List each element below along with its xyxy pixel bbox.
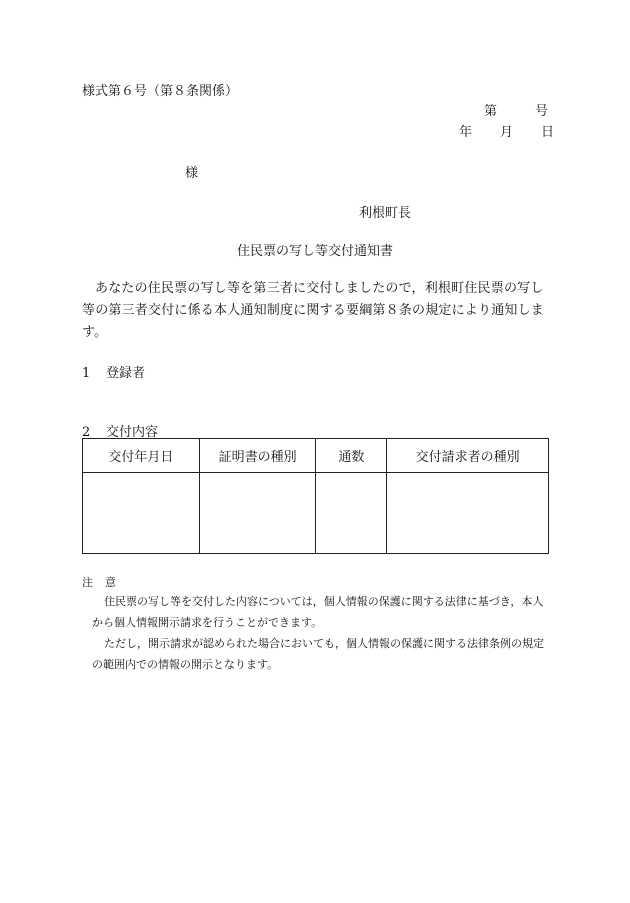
- number-label-go: 号: [535, 104, 549, 119]
- notes-label-1: 注: [82, 576, 93, 589]
- form-number: 様式第６号（第８条関係）: [82, 84, 239, 99]
- header-delivery-date: 交付年月日: [83, 439, 200, 473]
- table-row: [83, 473, 549, 554]
- document-date-line: [459, 121, 554, 140]
- document-title: 住民票の写し等交付通知書: [236, 244, 393, 259]
- cell-copies: [316, 473, 387, 554]
- sender-name: 利根町長: [359, 206, 412, 221]
- note-item: 住民票の写し等を交付した内容については，個人情報の保護に関する法律に基づき，本人から個人情報開示請求を行うことができます。: [92, 595, 544, 629]
- section-number: 1: [82, 366, 91, 381]
- section-registrant: [82, 362, 145, 381]
- document-number-line: [484, 100, 548, 119]
- header-requester-type: 交付請求者の種別: [387, 439, 549, 473]
- cell-requester-type: [387, 473, 549, 554]
- section-label: 登録者: [106, 366, 146, 381]
- delivery-table: [82, 438, 549, 554]
- date-year-label: 年: [459, 125, 473, 140]
- cell-delivery-date: [83, 473, 200, 554]
- date-day-label: 日: [541, 125, 555, 140]
- section-label: 交付内容: [106, 425, 159, 440]
- notes-label-2: 意: [105, 576, 116, 589]
- number-label-dai: 第: [484, 104, 498, 119]
- table-header-row: [83, 439, 549, 473]
- note-item: ただし，開示請求が認められた場合においても，個人情報の保護に関する法律条例の規定の範囲内での情報の開示となります。: [92, 637, 544, 671]
- section-number: 2: [82, 425, 91, 440]
- body-paragraph: あなたの住民票の写し等を第三者に交付しましたので，利根町住民票の写し等の第三者交付に係る本人通知制度に関する要綱第８条の規定により通知します。: [82, 281, 545, 340]
- cell-certificate-type: [199, 473, 316, 554]
- addressee-suffix: 様: [185, 166, 199, 181]
- notes-heading: [82, 574, 116, 590]
- date-month-label: 月: [500, 125, 514, 140]
- header-certificate-type: 証明書の種別: [199, 439, 316, 473]
- header-copies: 通数: [316, 439, 387, 473]
